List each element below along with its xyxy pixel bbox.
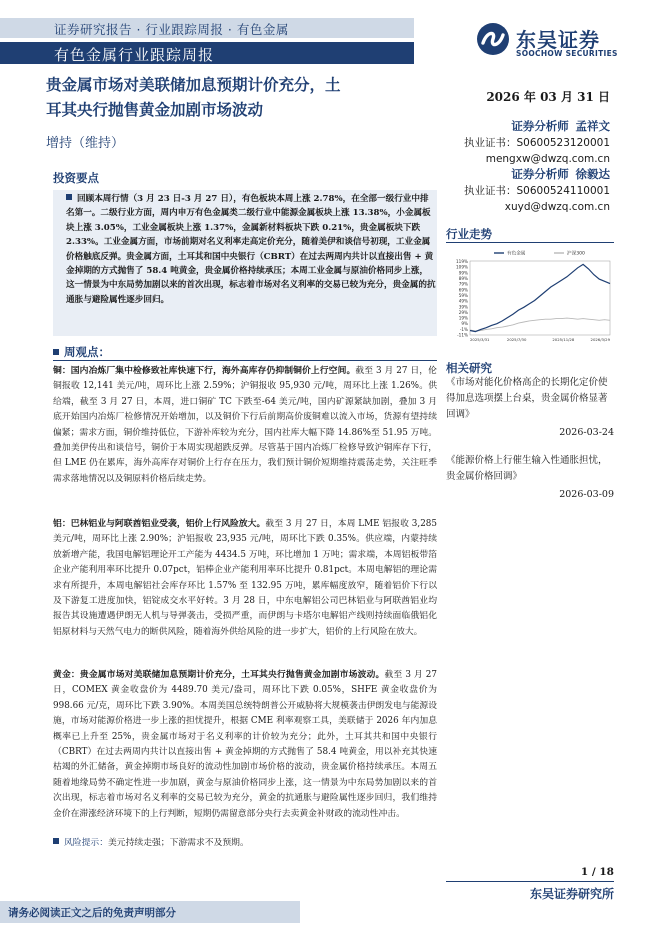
- analyst-role: 证券分析师: [511, 167, 569, 181]
- y-tick-label: 9%: [461, 321, 468, 327]
- footer-org: 东吴证券研究所: [529, 887, 614, 901]
- legend-label: 有色金属: [507, 251, 526, 257]
- y-tick-label: 99%: [458, 270, 468, 276]
- bullet-square-icon: [66, 194, 72, 200]
- analyst-name: 孟祥文: [575, 119, 610, 133]
- analyst-license: 执业证书：S0600524110001: [463, 185, 610, 197]
- copper-paragraph: [53, 364, 437, 487]
- analyst-license: 执业证书：S0600523120001: [463, 137, 610, 149]
- related-heading: 相关研究: [446, 361, 492, 375]
- aluminum-body: 截至 3 月 27 日，本周 LME 铝报收 3,285 美元/吨，周环比上涨 2.90%；沪铝报收 23,935 元/吨，周环比下跌 0.35%。供应端，内蒙持续放新增产能，我国电解铝理论开工产能为 4434.5 万吨，环比增加 1 万吨；需求端，本周铝板带箔企业产能利用率环比提升 0.07pct，铝棒企业产能利用率环比提升 0.81pct。本周电解铝的理论需求有所提升，本周电解铝社会库存环比 1.57% 至 132.95 万吨，累库幅度放窄，随着铝价下行以及下游复工进度加快，铝锭成交水平好转。3 月 28 日，中东电解铝公司巴林铝业与阿联酋铝业均报告其设施遭遇伊朗无人机与导弹袭击，受损严重，而伊朗与卡塔尔电解铝产线则持续面临俄铝化铝原材料与天然气电力的断供风险，随着海外供给风险的进一步扩大，铝价的上行风险在放大。: [53, 519, 437, 637]
- key-points-body: 回顾本周行情（3 月 23 日-3 月 27 日），有色板块本周上涨 2.78%，在全部一级行业中排名第一。二级行业方面，周内申万有色金属类二级行业中能源金属板块上涨 13.38%，小金属板块上涨 3.05%，工业金属板块上涨 1.37%，金属新材料板块下跌 0.21%，贵金属板块下跌 2.33%。工业金属方面，市场前期对名义利率走高定价充分，随着美伊和谈信号初现，工业金属价格触底反弹。贵金属方面，土耳其和国中央银行（CBRT）在过去两周内共计以直接出售 + 黄金掉期的方式抛售了 58.4 吨黄金，贵金属价格持续承压；本周工业金属与原油价格同步上涨，这一情景为中东局势加剧以来的首次出现，标志着市场对名义利率的交易已较为充分，贵金属的抗通胀与避险属性逐步回归。: [66, 194, 436, 305]
- report-title: [46, 72, 436, 122]
- y-tick-label: 119%: [456, 259, 468, 265]
- market-chart-heading: 行业走势: [446, 227, 492, 241]
- series-line-nonferrous: [470, 264, 610, 331]
- chart-divider: [446, 242, 614, 243]
- y-tick-label: 79%: [458, 281, 468, 287]
- gold-lead: 黄金：贵金属市场对美联储加息预期计价充分，土耳其央行抛售黄金加剧市场波动。: [53, 670, 385, 680]
- y-tick-label: 109%: [456, 264, 468, 270]
- copper-body: 截至 3 月 27 日，伦铜报收 12,141 美元/吨，周环比上涨 2.59%；沪铜报收 95,930 元/吨，周环比上涨 1.26%。供给端，截至 3 月 27 日，本周，进口铜矿 TC 下跌至-64 美元/吨，国内矿源紧缺加剧，叠加 3 月底开始国内冶炼厂检修情况开始增加，以及铜价下行后前期高价废铜难以流入市场，货源有望持续偏紧；需求方面，铜价维持低位，下游补库较为充分，国内社库大幅下降 14.86%至 51.95 万吨。叠加美伊传出和谈信号，铜价于本周实现超跌反弹。尽管基于国内冶炼厂检修导致沪铜库存下行，但 LME 仍在累库，海外高库存对铜价上行存在压力，我们预计铜价短期维持震荡走势，关注旺季需求落地情况以及铜原料价格后续走势。: [53, 366, 437, 484]
- analyst-name: 徐毅达: [575, 167, 610, 181]
- report-title-line2: 耳其央行抛售黄金加剧市场波动: [46, 100, 264, 119]
- related-item-title[interactable]: 《能源价格上行催生输入性通胀担忧，贵金属价格回调》: [446, 455, 608, 482]
- series-label: 证券研究报告 · 行业跟踪周报 · 有色金属: [54, 22, 289, 37]
- logo-text-en: SOOCHOW SECURITIES: [516, 49, 618, 58]
- footer-line: [446, 881, 614, 882]
- report-title-line1: 贵金属市场对美联储加息预期计价充分，土: [46, 75, 341, 94]
- analyst-email[interactable]: xuyd@dwzq.com.cn: [504, 201, 610, 213]
- bullet-square-icon: [53, 838, 59, 844]
- weekly-view-heading: [53, 344, 110, 360]
- x-tick-label: 2026/3/29: [590, 337, 610, 342]
- soochow-logo-icon: [476, 22, 510, 56]
- weekly-divider: [53, 360, 437, 361]
- y-tick-label: 19%: [458, 315, 468, 321]
- y-tick-label: 89%: [458, 276, 468, 282]
- gold-paragraph: [53, 668, 437, 822]
- y-tick-label: 49%: [458, 298, 468, 304]
- page-number: 1 / 18: [580, 866, 614, 878]
- y-tick-label: 59%: [458, 292, 468, 298]
- copper-lead: 铜：国内冶炼厂集中检修致社库快速下行，海外高库存仍抑制铜价上行空间。: [53, 366, 356, 376]
- related-research-list: [446, 375, 614, 503]
- y-tick-label: 29%: [458, 309, 468, 315]
- weekly-view-title: 周观点：: [64, 345, 110, 359]
- risk-text: 美元持续走强；下游需求不及预期。: [108, 838, 249, 848]
- key-points-heading: 投资要点: [53, 171, 99, 185]
- logo-text-cn: 东吴证券: [516, 28, 600, 52]
- y-tick-label: 39%: [458, 304, 468, 310]
- bullet-square-icon: [53, 349, 59, 355]
- aluminum-paragraph: [53, 517, 437, 640]
- analyst-role: 证券分析师: [511, 119, 569, 133]
- aluminum-lead: 铝：巴林铝业与阿联酋铝业受袭，铝价上行风险放大。: [53, 519, 266, 529]
- series-line-csi300: [470, 318, 610, 331]
- x-tick-label: 2025/3/31: [470, 337, 490, 342]
- related-item-title[interactable]: 《市场对能化价格高企的长期化定价使得加息选项摆上台桌，贵金属价格显著回调》: [446, 377, 608, 420]
- report-date: 2026 年 03 月 31 日: [486, 90, 610, 104]
- gold-body: 截至 3 月 27 日，COMEX 黄金收盘价为 4489.70 美元/盎司，周环比下跌 0.05%，SHFE 黄金收盘价为 998.66 元/克，周环比下跌 3.90%。本周美国总统特朗普公开威胁将大规模袭击伊朗发电与能源设施，市场对能源价格进一步上涨的担忧提升，根据 CME 利率观察工具，美联储于 2026 年内加息概率已上升至 25%，贵金属市场对于名义利率的计价较为充分；此外，土耳其共和国中央银行（CBRT）在过去两周内共计以直接出售 + 黄金掉期的方式抛售了 58.4 吨黄金，用以补充其快速枯竭的外汇储备，黄金掉期市场良好的流动性加剧市场价格的波动，贵金属价格持续承压。本周五随着地缘局势不确定性进一步加剧，黄金与原油价格同步上涨，这一情景为中东局势加剧以来的首次出现，标志着市场对名义利率的交易已较为充分，黄金的抗通胀与避险属性逐步回归，我们维持金价在滞涨经济环境下的上行判断，短期仍需留意部分央行去卖黄金补财政的流动性冲击。: [53, 670, 437, 819]
- y-tick-label: 69%: [458, 287, 468, 293]
- key-points-text: [66, 192, 436, 307]
- x-tick-label: 2025/7/30: [506, 337, 527, 342]
- analyst-card: [440, 166, 610, 215]
- analyst-email[interactable]: mengxw@dwzq.com.cn: [485, 153, 610, 165]
- x-tick-label: 2025/11/28: [552, 337, 575, 342]
- industry-trend-chart: [446, 245, 614, 345]
- rating: 增持（维持）: [46, 136, 125, 151]
- y-tick-label: -1%: [459, 326, 468, 332]
- risk-warning: [53, 836, 437, 851]
- y-tick-label: -11%: [457, 332, 468, 338]
- legend-label: 沪深300: [567, 251, 585, 257]
- analyst-card: [440, 118, 610, 167]
- chart-frame: [470, 261, 610, 335]
- related-item-date: 2026-03-24: [559, 427, 614, 438]
- risk-label: 风险提示：: [64, 838, 108, 848]
- report-type: 有色金属行业跟踪周报: [54, 46, 215, 64]
- footer-disclaimer[interactable]: 请务必阅读正文之后的免责声明部分: [8, 907, 176, 919]
- related-item-date: 2026-03-09: [559, 489, 614, 500]
- company-logo: [476, 22, 626, 62]
